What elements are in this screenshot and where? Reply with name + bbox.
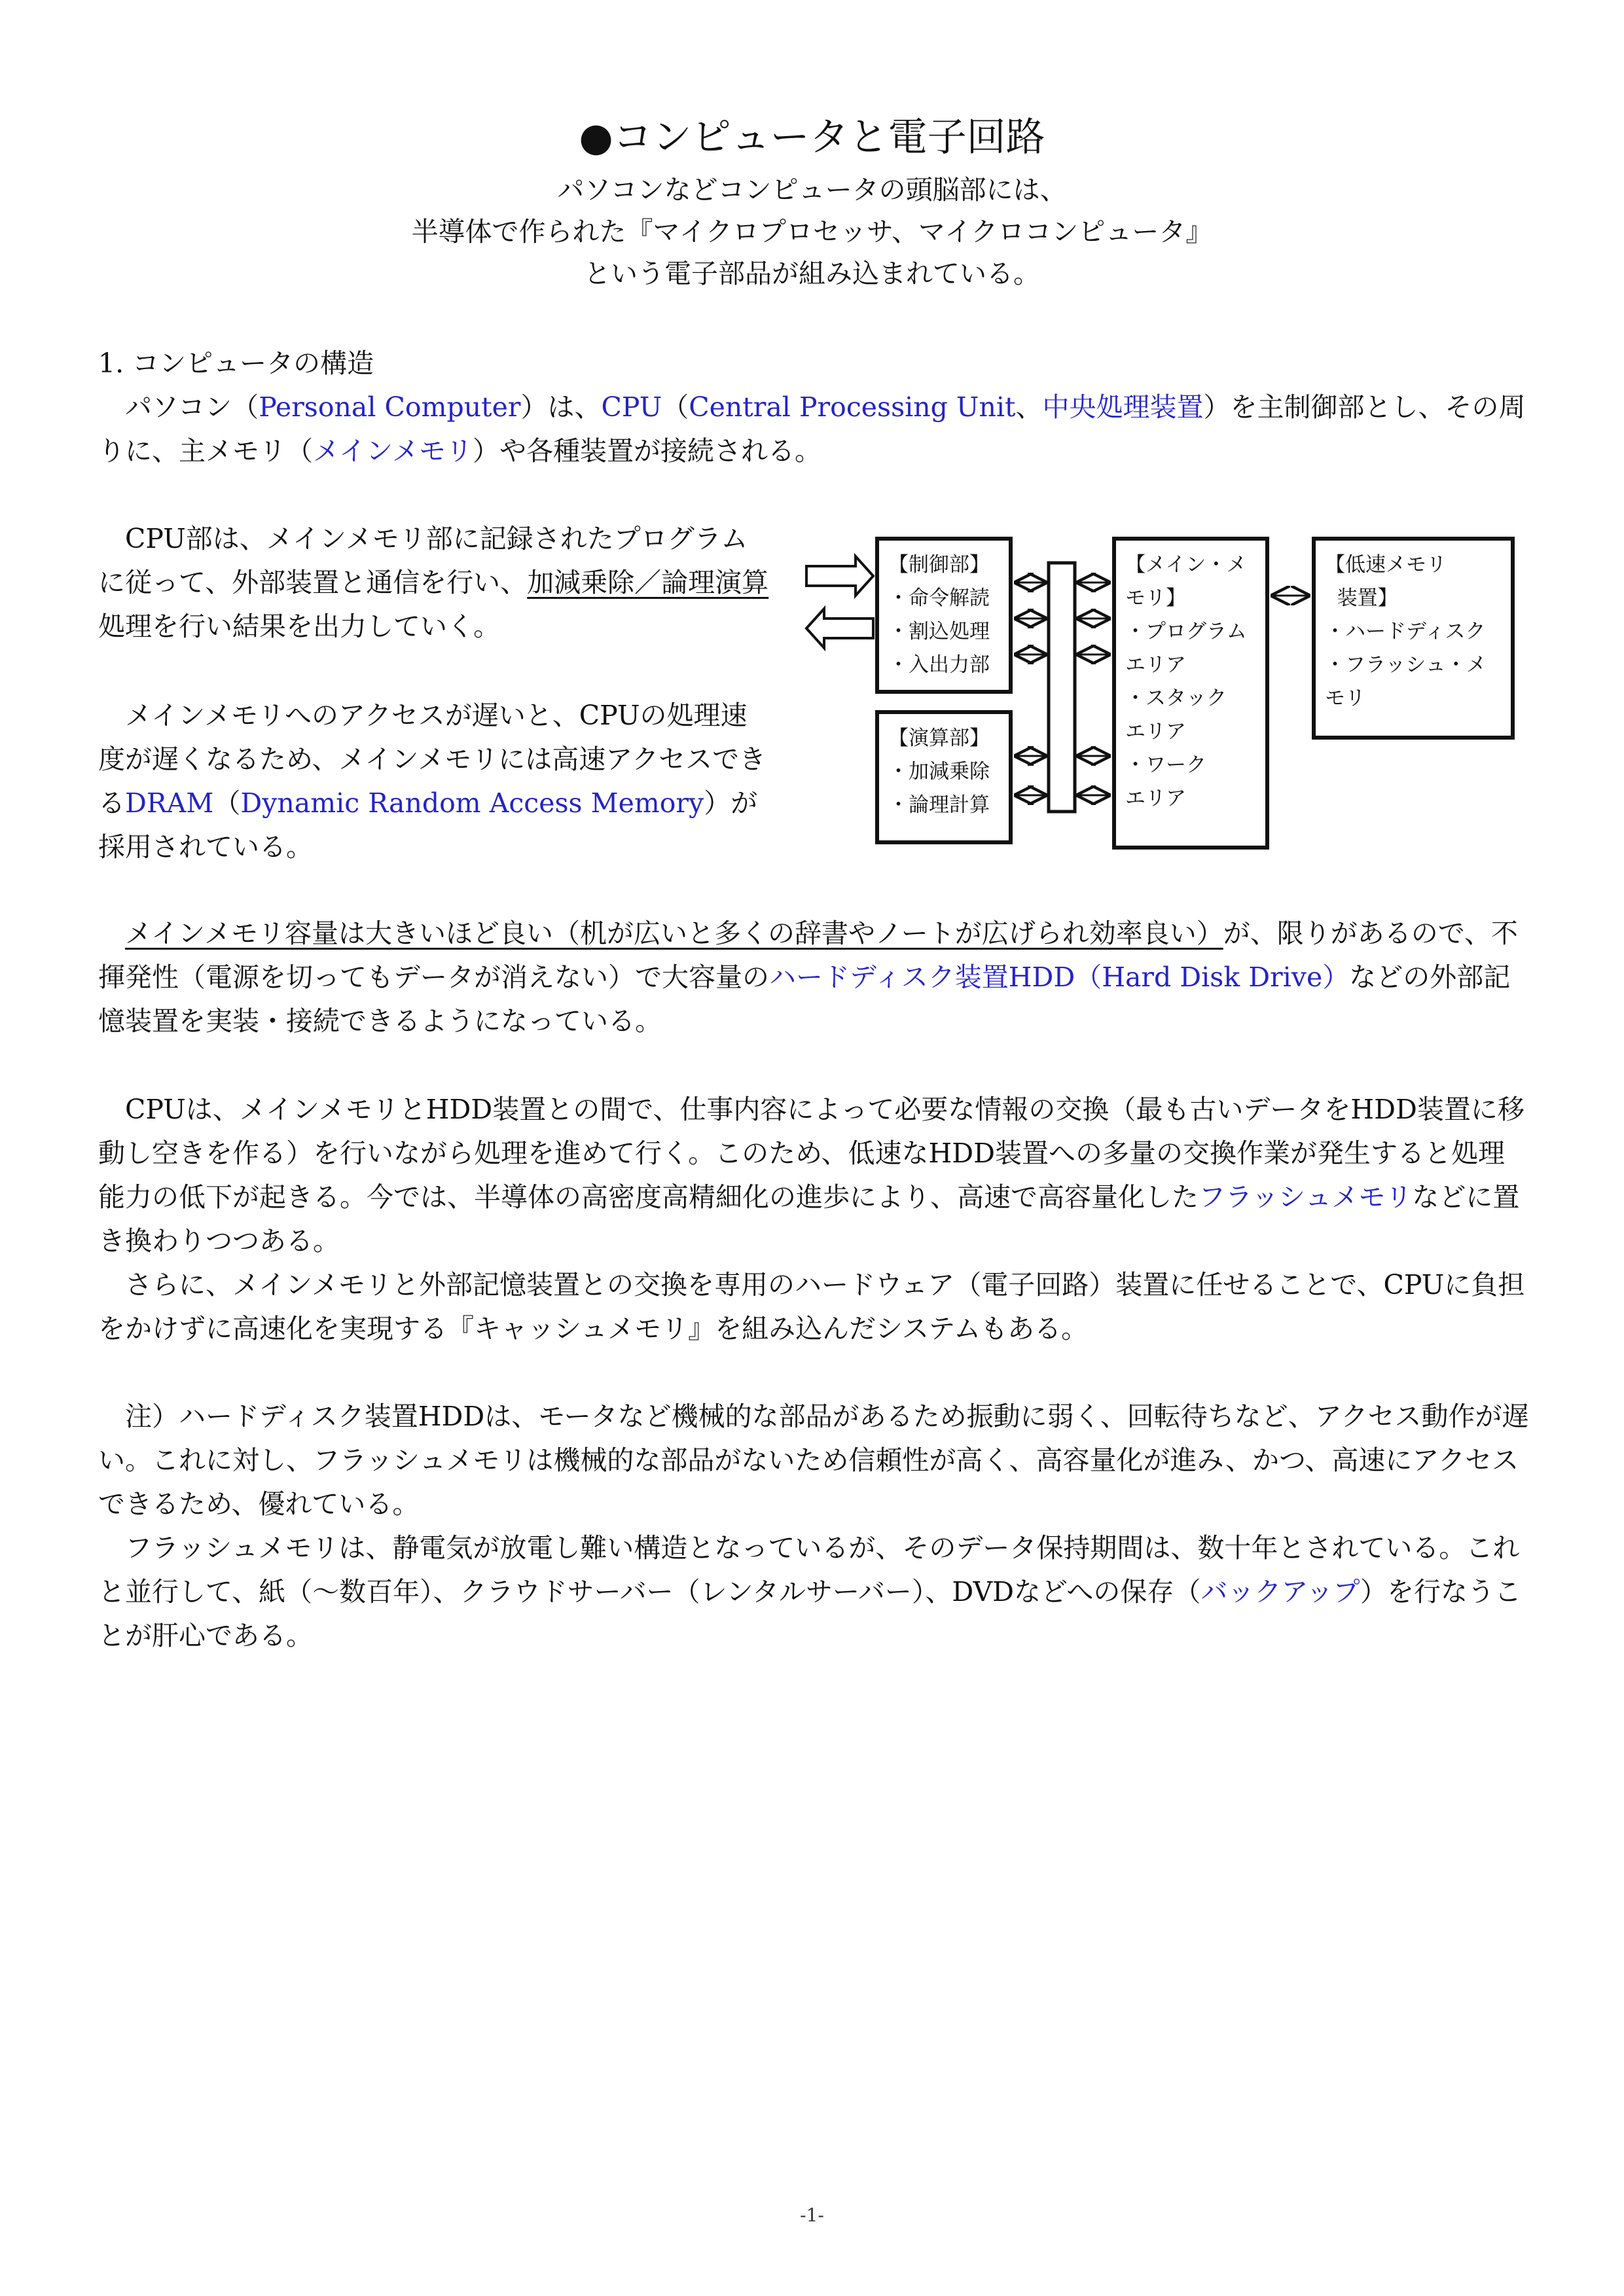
box-label: 【メイン・メ (1125, 553, 1247, 577)
text: ）を主制御部とし、その周りに、主メモリ（ (98, 391, 1526, 467)
text: 、 (1015, 391, 1043, 423)
term-central-processing-unit: Central Processing Unit (689, 391, 1016, 423)
box-label: 【制御部】 (888, 553, 990, 577)
text: CPUは、メインメモリとHDD装置との間で、仕事内容によって必要な情報の交換（最も古いデータをHDD装置に移動し空きを作る）を行いながら処理を進めて行く。このため、低速なHDD装置への多量の交換作業が発生すると処理能力の低下が起きる。今では、半導体の高密度高精細化の進歩により、高速で高容量化した (98, 1094, 1525, 1213)
term-main-memory: メインメモリ (313, 435, 473, 467)
text: などの外部記憶装置を実装・接続できるようになっている。 (98, 961, 1511, 1037)
term-cpu: CPU (601, 391, 662, 423)
box-item: エリア (1125, 787, 1186, 810)
output-arrow-icon (806, 609, 873, 648)
box-label: 【演算部】 (888, 726, 990, 750)
subtitle-line: パソコンなどコンピュータの頭脳部には、 (557, 174, 1067, 206)
box-item: ・命令解読 (888, 586, 990, 610)
page-title: ●コンピュータと電子回路 (579, 115, 1045, 160)
text: ）を行なうことが肝心である。 (98, 1576, 1521, 1651)
box-item: ・プログラム (1125, 620, 1247, 643)
page-number: -1- (800, 2204, 824, 2226)
text: フラッシュメモリは、静電気が放電し難い構造となっているが、そのデータ保持期間は、数十年とされている。これと並行して、紙（～数百年）、クラウドサーバー（レンタルサーバー）、DVDなどへの保存（ (98, 1532, 1520, 1607)
subtitle-line: 半導体で作られた『マイクロプロセッサ、マイクロコンピュータ』 (411, 216, 1213, 247)
computer-block-diagram (800, 530, 1520, 857)
text: （ (662, 391, 689, 423)
term-dynamic-random-access-memory: Dynamic Random Access Memory (240, 787, 704, 819)
text: ）が採用されている。 (98, 787, 758, 863)
paragraph-swap (98, 1088, 1532, 1263)
paragraph-dram (98, 694, 772, 869)
box-item: ・加減乗除 (888, 760, 990, 783)
term-central-processing-unit-ja: 中央処理装置 (1042, 391, 1204, 423)
text: ）や各種装置が接続される。 (472, 435, 821, 467)
text: ）は、 (520, 391, 602, 423)
box-item: ・ハードディスク (1325, 620, 1486, 643)
box-item: ・スタック (1125, 687, 1227, 710)
paragraph-backup (98, 1526, 1532, 1658)
box-item: ・論理計算 (888, 793, 990, 817)
subtitle-line: という電子部品が組み込まれている。 (584, 258, 1040, 289)
paragraph-memory-capacity (98, 912, 1532, 1043)
control-unit-box (875, 537, 1013, 694)
input-arrow-icon (806, 556, 873, 596)
box-item: ・入出力部 (888, 653, 990, 677)
term-personal-computer: Personal Computer (259, 391, 521, 423)
slow-memory-box (1312, 537, 1515, 740)
box-label: 【低速メモリ (1325, 553, 1447, 577)
subtitle (0, 169, 1624, 295)
box-label: 装置】 (1337, 586, 1398, 610)
box-item: ・ワーク (1125, 753, 1206, 777)
text: 処理を行い結果を出力していく。 (98, 611, 501, 642)
main-memory-box (1112, 537, 1269, 850)
paragraph-cache: さらに、メインメモリと外部記憶装置との交換を専用のハードウェア（電子回路）装置に任せることで、CPUに負担をかけずに高速化を実現する『キャッシュメモリ』を組み込んだシステムもある。 (98, 1269, 1525, 1344)
term-backup: バックアップ (1200, 1576, 1360, 1607)
arithmetic-unit-box (875, 710, 1013, 844)
term-dram: DRAM (125, 787, 214, 819)
paragraph-cpu (98, 517, 772, 649)
paragraph-intro (98, 386, 1532, 473)
internal-bus (1049, 563, 1075, 812)
box-item: ・フラッシュ・メ (1325, 653, 1487, 677)
underlined-text: 加減乗除／論理演算 (527, 567, 769, 598)
text: CPU部は、メインメモリ部に記録されたプログラムに従って、外部装置と通信を行い、 (98, 523, 748, 598)
paragraph-note: 注）ハードディスク装置HDDは、モータなど機械的な部品があるため振動に弱く、回転待ちなど、アクセス動作が遅い。これに対し、フラッシュメモリは機械的な部品がないため信頼性が高く、高容量化が進み、かつ、高速にアクセスできるため、優れている。 (98, 1401, 1529, 1520)
underlined-text: メインメモリ容量は大きいほど良い（机が広いと多くの辞書やノートが広げられ効率良い） (125, 918, 1223, 949)
text: パソコン（ (125, 391, 259, 423)
text: メインメモリへのアクセスが遅いと、CPUの処理速度が遅くなるため、メインメモリには高速アクセスできる (98, 700, 767, 819)
text: （ (213, 787, 241, 819)
box-label: モリ】 (1125, 586, 1186, 610)
section-heading: 1. コンピュータの構造 (98, 348, 374, 379)
box-item: モリ (1325, 687, 1365, 710)
text: が、限りがあるので、不揮発性（電源を切ってもデータが消えない）で大容量の (98, 918, 1518, 993)
box-item: エリア (1125, 653, 1186, 677)
box-item: エリア (1125, 720, 1186, 744)
term-flash-memory: フラッシュメモリ (1199, 1181, 1413, 1213)
text: などに置き換わりつつある。 (98, 1181, 1520, 1257)
box-item: ・割込処理 (888, 620, 990, 643)
term-hdd: ハードディスク装置HDD（Hard Disk Drive） (769, 961, 1350, 993)
